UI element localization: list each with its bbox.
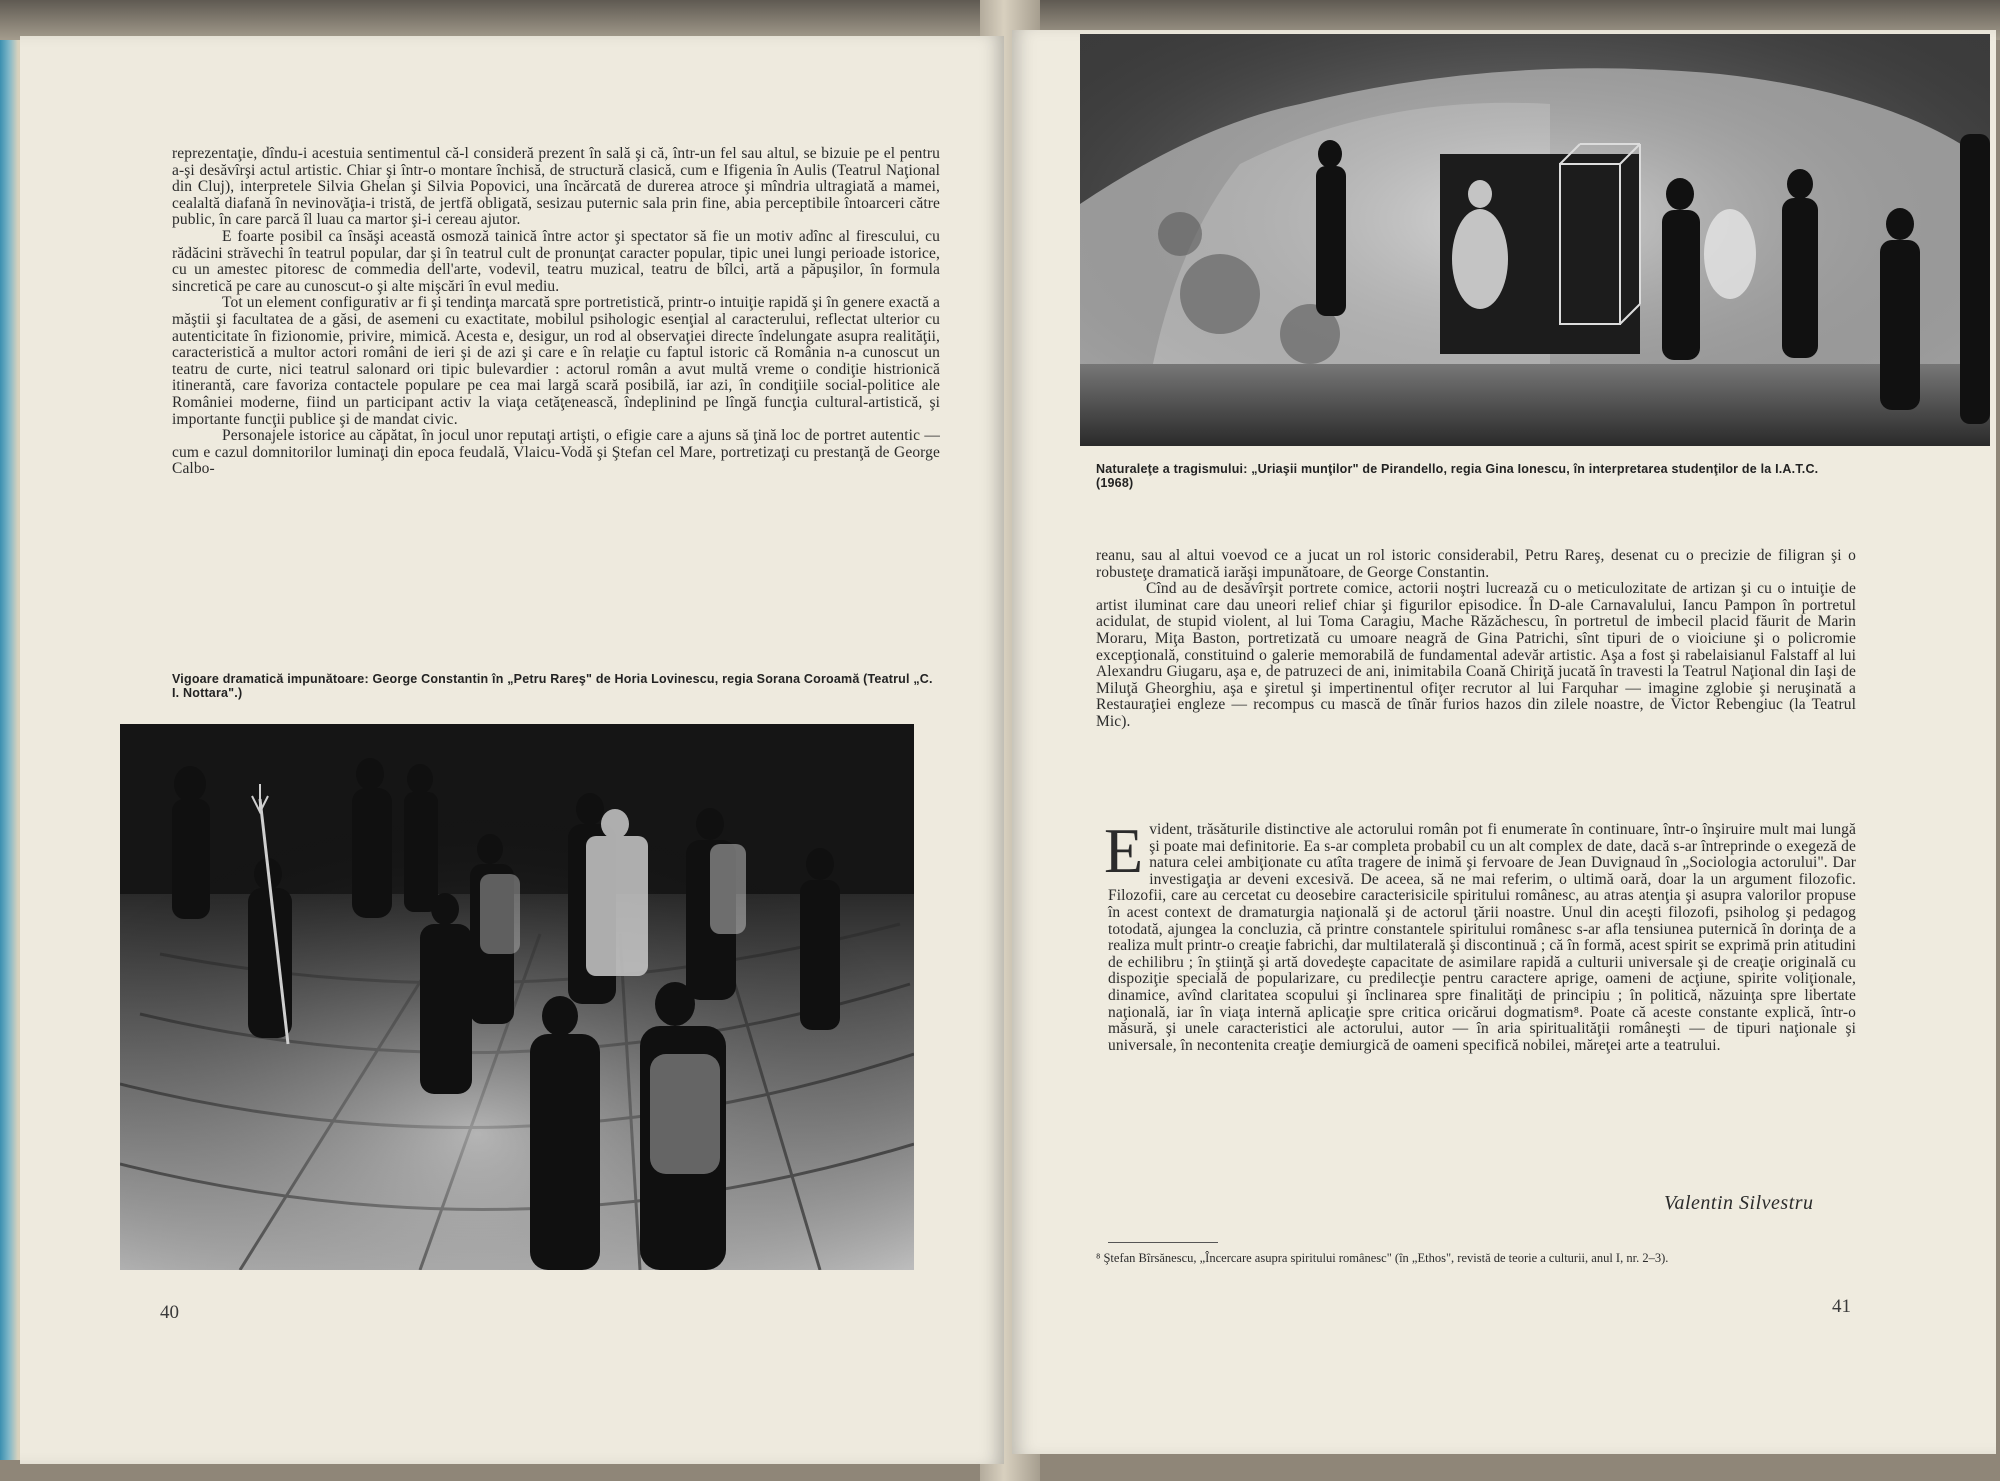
left-page [20, 36, 1004, 1464]
stage-photo-image [120, 724, 914, 1270]
footnote-divider [1108, 1242, 1218, 1243]
left-paragraph-4: Personajele istorice au căpătat, în jocul unor reputaţi artişti, o efigie care a ajuns să ţină loc de portret autentic — cum e cazul domnitorilor luminaţi din epoca feudală, Vlaicu-Vodă şi Ştefan cel Mare, portretizaţi cu prestanţă de George Calbo- [172, 427, 940, 478]
footnote: ⁸ Ştefan Bîrsănescu, „Încercare asupra spiritului românesc" (în „Ethos", revistă de teorie a culturii, anul I, nr. 2–3). [1096, 1251, 1669, 1265]
stage-photo-petru-rares [120, 724, 914, 1270]
right-page-number: 41 [1832, 1296, 1851, 1317]
right-paragraph-1: reanu, sau al altui voevod ce a jucat un rol istoric considerabil, Petru Rareş, desenat cu o precizie de filigran şi o robusteţe dramatică iarăşi impunătoare, de George Constantin. [1096, 547, 1856, 581]
left-body-text [172, 146, 940, 478]
right-page [1012, 30, 1996, 1454]
stage-photo-image [1080, 34, 1990, 446]
right-paragraph-3 [1104, 815, 1856, 1054]
author-signature: Valentin Silvestru [1664, 1192, 1814, 1214]
left-page-number: 40 [160, 1302, 179, 1323]
drop-cap-letter: E [1104, 815, 1144, 886]
right-body-text [1096, 548, 1856, 731]
right-paragraph-3-text: vident, trăsăturile distinctive ale actorului român pot fi enumerate în continuare, într-o înşiruire mult mai lungă şi poate mai definitorie. Ea s-ar completa probabil cu un alt complex de date, dacă s-ar întreprinde o exegeză de natura celei ambiţionate cu atîta tragere de inimă şi fervoare de Jean Duvignaud în „Sociologia actorului". Dar investigaţia ar deveni excesivă. De aceea, să ne mai referim, o ultimă oară, doar la un argument filozofic. Filozofii, care au cercetat cu deosebire caracterisicile spiritului românesc, au atras atenţia şi asupra valorilor propuse în acest context de dramaturgia naţională şi de actorul ţării noastre. Unul din aceşti filozofi, psiholog şi pedagog totodată, ajungea la concluzia, că printre constantele spiritului românesc s-ar afla tensiunea puternică în dorinţa de a realiza mult printr-o creaţie fabrichi, dar multilaterală şi discontinuă ; că în formă, acest spirit se exprimă prin atitudini de echilibru ; în ştiinţă şi artă dovedeşte capacitate de asimilare rapidă a culturii universale şi de creaţie originală cu dispoziţie specială de popularizare, cu predilecţie pentru caractere aprige, oameni de acţiune, spirite voliţionale, dinamice, avînd claritatea scopului şi înclinarea spre finalităţi de principiu ; în politică, năzuinţa spre libertate naţională, iar în viaţa internă aplicaţie spre critica oricărui dogmatism⁸. Poate că aceste constante explică, într-o măsură, şi unele caracteristici ale actorului, autor — în aria spiritualităţii româneşti — de tipuri naţionale şi universale, în necontenita creaţie demiurgică de oameni specifică nobilei, măreţei arte a teatrului. [1108, 821, 1856, 1054]
left-photo-caption: Vigoare dramatică impunătoare: George Constantin în „Petru Rareş" de Horia Lovinescu, regia Sorana Coroamă (Teatrul „C. I. Nottara".) [172, 672, 933, 700]
right-photo-caption: Naturaleţe a tragismului: „Uriaşii munţilor" de Pirandello, regia Gina Ionescu, în interpretarea studenţilor de la I.A.T.C. (1968) [1096, 462, 1819, 490]
right-paragraph-2: Cînd au de desăvîrşit portrete comice, actorii noştri lucrează cu o meticulozitate de artizan şi cu o intuiţie de artist iluminat care dau uneori relief chiar şi figurilor episodice. În D-ale Carnavalului, Iancu Pampon în portretul acidulat, de stupid violent, al lui Toma Caragiu, Mache Răzăchescu, în portretul de imbecil placid făurit de Marin Moraru, Miţa Baston, portretizată cu umoare neagră de Gina Patrichi, sînt tipuri de o vioiciune şi o policromie excepţională, constituind o galerie memorabilă de fundamental adevăr artistic. Aşa a fost şi rabelaisianul Falstaff al lui Alexandru Giugaru, aşa e, de patruzeci de ani, inimitabila Coană Chiriţă jucată în travesti la Teatrul Naţional din Iaşi de Miluţă Gheorghiu, aşa e şiretul şi impertinentul ofiţer recrutor al lui Farquhar — imagine zglobie şi neruşinată a Restauraţiei engleze — recompus cu mască de tînăr furios hazos din zilele noastre, de Victor Rebengiuc (la Teatrul Mic). [1096, 580, 1856, 730]
left-paragraph-3: Tot un element configurativ ar fi şi tendinţa marcată spre portretistică, printr-o intuiţie rapidă şi în genere exactă a măştii şi facultatea de a găsi, de asemeni cu exactitate, mobilul psihologic esenţial al caracterului, reflectat ulterior cu autenticitate în fizionomie, privire, mimică. Acesta e, desigur, un rod al observaţiei directe îndelungate asupra realităţii, caracteristică a multor actori români de ieri şi de azi şi care e în relaţie cu faptul istoric că România n-a cunoscut un teatru de curte, nici teatrul salonard ori tipic bulevardier : actorul român a avut multă vreme o condiţie histrionică itinerantă, care favoriza contactele populare pe cea mai largă scară posibilă, iar azi, în condiţiile social-politice ale României moderne, fiind un participant activ la viaţa cetăţenească, îndeplinind pe lîngă funcţia cultural-artistică, şi importante funcţii publice şi de mandat civic. [172, 294, 940, 428]
left-paragraph-1: reprezentaţie, dîndu-i acestuia sentimentul că-l consideră prezent în sală şi că, într-un fel sau altul, se bizuie pe el pentru a-şi desăvîrşi actul artistic. Chiar şi într-o montare închisă, de structură clasică, cum e Ifigenia în Aulis (Teatrul Naţional din Cluj), interpretele Silvia Ghelan şi Silvia Popovici, una încărcată de durerea atroce şi mîndria ultragiată a mamei, cealaltă diafană în nevinovăţia-i tristă, de jertfă obligată, sesizau puternic sala prin fine, abia perceptibile întoarceri către public, în care parcă îl luau ca martor şi-i cereau ajutor. [172, 145, 940, 229]
right-body-text-section-2 [1104, 815, 1856, 1054]
stage-photo-uriasii-muntilor [1080, 34, 1990, 446]
left-paragraph-2: E foarte posibil ca însăşi această osmoză tainică între actor şi spectator să fie un motiv adînc al firescului, cu rădăcini străvechi în teatrul popular, dar şi în teatrul cult de pronunţat caracter popular, tipic unei lungi perioade istorice, cu un amestec pitoresc de commedia dell'arte, vodevil, teatru muzical, teatru de bîlci, artă a păpuşilor, în formula sincretică pe care au cunoscut-o şi alte mişcări în evul mediu. [172, 227, 940, 295]
